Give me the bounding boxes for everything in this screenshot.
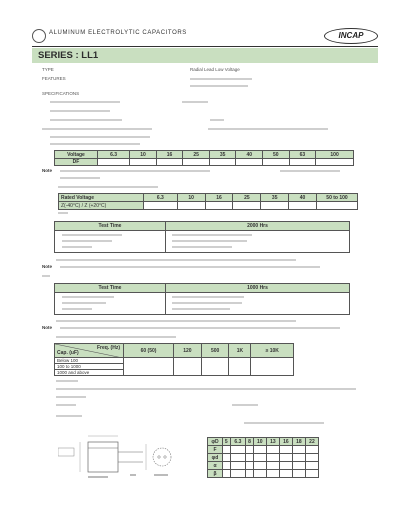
spec-line xyxy=(56,415,82,417)
df-header-cell: 6.3 xyxy=(98,151,130,159)
spec-line xyxy=(208,128,328,130)
spec-line xyxy=(42,275,50,277)
load-life-line xyxy=(62,234,122,236)
df-header-cell: 100 xyxy=(316,151,354,159)
dim-header-cell: 18 xyxy=(292,438,305,446)
type-value: Radial Lead Low Voltage xyxy=(190,67,240,72)
dim-header-cell: 22 xyxy=(305,438,318,446)
df-header-cell: 50 xyxy=(263,151,290,159)
ripple-row-label: 100 to 1000 xyxy=(55,364,124,370)
df-header-cell: 63 xyxy=(289,151,316,159)
dimension-table xyxy=(207,437,319,478)
shelf-life-header: Test Time xyxy=(55,284,166,293)
spec-line xyxy=(42,128,152,130)
features-line xyxy=(190,85,248,87)
impedance-header-cell: 16 xyxy=(205,194,233,202)
note-line xyxy=(280,170,340,172)
df-header-cell: 40 xyxy=(236,151,263,159)
impedance-header-cell: 35 xyxy=(261,194,289,202)
dim-header-cell: 16 xyxy=(279,438,292,446)
features-label: FEATURES xyxy=(42,76,66,81)
spec-line xyxy=(50,136,150,138)
spec-line xyxy=(56,380,78,382)
ripple-freq-label: Freq. (Hz) xyxy=(96,345,120,351)
capacitor-dimension-drawing xyxy=(58,434,208,484)
dim-header-cell: 13 xyxy=(266,438,279,446)
shelf-life-header: 1000 Hrs xyxy=(166,284,350,293)
dim-header-cell: 10 xyxy=(253,438,266,446)
df-header-cell: 10 xyxy=(130,151,157,159)
impedance-header-cell: 6.3 xyxy=(144,194,178,202)
shelf-life-line xyxy=(172,302,242,304)
shelf-life-line xyxy=(62,308,92,310)
spec-line xyxy=(56,388,356,390)
spec-line xyxy=(50,143,140,145)
load-life-line xyxy=(172,240,247,242)
note-line xyxy=(60,266,320,268)
note-line xyxy=(60,327,340,329)
load-life-table xyxy=(54,221,350,253)
note-label: Note xyxy=(42,325,52,330)
shelf-life-table xyxy=(54,283,350,315)
load-life-line xyxy=(62,240,112,242)
ripple-corner-cell xyxy=(55,344,124,358)
spec-line xyxy=(50,101,120,103)
type-label: TYPE xyxy=(42,67,54,72)
df-header-cell: 35 xyxy=(209,151,236,159)
dim-header-cell: φD xyxy=(208,438,223,446)
spec-line xyxy=(210,119,224,121)
shelf-life-line xyxy=(62,296,114,298)
dim-row-label: α xyxy=(208,462,223,470)
features-line xyxy=(190,78,252,80)
load-life-header: Test Time xyxy=(55,222,166,231)
spec-line xyxy=(50,110,110,112)
spec-line xyxy=(58,212,68,214)
dim-header-cell: 5 xyxy=(223,438,231,446)
ripple-freq-cell: 1K xyxy=(229,344,251,358)
impedance-header-cell: 25 xyxy=(233,194,261,202)
shelf-life-line xyxy=(172,308,230,310)
df-header-cell: Voltage xyxy=(55,151,98,159)
df-table xyxy=(54,150,354,166)
impedance-header-cell: 50 to 100 xyxy=(317,194,358,202)
impedance-row-label: Z(-40°C) / Z (+20°C) xyxy=(59,202,144,210)
df-header-cell: 25 xyxy=(183,151,210,159)
spec-line xyxy=(56,396,86,398)
note-line xyxy=(60,177,100,179)
ripple-freq-cell: 500 xyxy=(201,344,229,358)
load-life-header: 2000 Hrs xyxy=(166,222,350,231)
df-row-label: DF xyxy=(55,159,98,166)
header-rule xyxy=(32,46,378,47)
ripple-freq-cell: 60 (50) xyxy=(124,344,174,358)
spec-line xyxy=(232,404,258,406)
dim-caption-line xyxy=(244,422,324,424)
shelf-life-line xyxy=(172,296,244,298)
incap-logo: INCAP xyxy=(324,28,378,44)
dim-row-label: φd xyxy=(208,454,223,462)
dim-header-cell: 8 xyxy=(246,438,254,446)
spec-line xyxy=(182,101,208,103)
df-header-cell: 16 xyxy=(156,151,183,159)
load-life-line xyxy=(172,234,252,236)
ripple-table xyxy=(54,343,294,376)
note-label: Note xyxy=(42,264,52,269)
spec-line xyxy=(56,320,296,322)
ripple-freq-cell: ≥ 10K xyxy=(251,344,294,358)
series-banner xyxy=(32,48,378,63)
specifications-label: SPECIFICATIONS xyxy=(42,91,80,96)
header-title: ALUMINUM ELECTROLYTIC CAPACITORS xyxy=(49,30,187,36)
spec-line xyxy=(56,404,76,406)
spec-line xyxy=(56,336,176,338)
impedance-header-cell: Rated Voltage xyxy=(59,194,144,202)
series-title: SERIES : LL1 xyxy=(38,50,99,61)
page-header xyxy=(32,26,378,46)
ripple-freq-cell: 120 xyxy=(174,344,202,358)
dim-row-label: F xyxy=(208,446,223,454)
load-life-line xyxy=(172,246,232,248)
dim-header-cell: 6.3 xyxy=(230,438,246,446)
spec-line xyxy=(56,259,296,261)
spec-line xyxy=(50,119,122,121)
impedance-header-cell: 10 xyxy=(177,194,205,202)
impedance-table xyxy=(58,193,358,210)
shelf-life-line xyxy=(62,302,106,304)
note-label: Note xyxy=(42,168,52,173)
spec-line xyxy=(58,186,158,188)
dim-row-label: β xyxy=(208,470,223,478)
impedance-header-cell: 40 xyxy=(289,194,317,202)
ripple-row-label: 1000 and above xyxy=(55,370,124,376)
header-circle-icon xyxy=(32,29,46,43)
note-line xyxy=(60,170,210,172)
ripple-row-label: Below 100 xyxy=(55,358,124,364)
load-life-line xyxy=(62,246,92,248)
ripple-cap-label: Cap. (uF) xyxy=(57,350,79,356)
